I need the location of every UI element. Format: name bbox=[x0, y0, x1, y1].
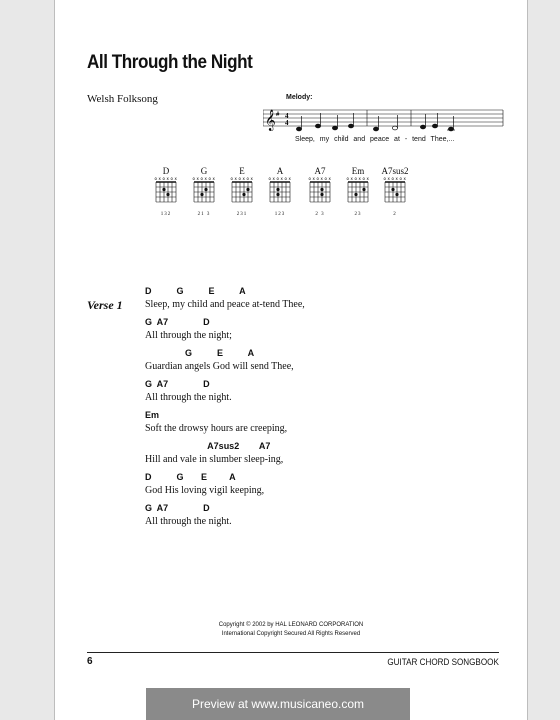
chord-fingering: 2 3 bbox=[315, 212, 325, 217]
chord-grid bbox=[189, 176, 219, 206]
svg-text:o: o bbox=[284, 176, 287, 181]
lyric-line: All through the night. bbox=[145, 516, 232, 527]
chord-diagram-g bbox=[189, 166, 219, 218]
svg-text:x: x bbox=[166, 176, 169, 181]
svg-text:x: x bbox=[196, 176, 199, 181]
svg-text:o: o bbox=[208, 176, 211, 181]
svg-text:4: 4 bbox=[285, 119, 289, 127]
svg-text:#: # bbox=[276, 112, 280, 118]
svg-text:x: x bbox=[204, 176, 207, 181]
chord-name: E bbox=[239, 166, 245, 176]
book-title: GUITAR CHORD SONGBOOK bbox=[387, 657, 499, 667]
chord-line: A7sus2 A7 bbox=[145, 441, 271, 451]
chord-fingering: 2 bbox=[393, 212, 397, 217]
lyric-line: God His loving vigil keeping, bbox=[145, 485, 265, 496]
lyric-line: Sleep, my child and peace at-tend Thee, bbox=[145, 299, 305, 310]
chord-line: G A7 D bbox=[145, 379, 210, 389]
svg-text:x: x bbox=[212, 176, 215, 181]
copyright-line-2: International Copyright Secured All Rights Reserved bbox=[221, 631, 361, 637]
chord-line: G A7 D bbox=[145, 503, 210, 513]
chord-diagram-a7sus2 bbox=[380, 166, 410, 218]
lyric-line: All through the night. bbox=[145, 392, 232, 403]
song-title: All Through the Night bbox=[87, 52, 253, 73]
chord-line: D G E A bbox=[145, 286, 246, 296]
chord-line: G A7 D bbox=[145, 317, 210, 327]
svg-text:o: o bbox=[162, 176, 165, 181]
svg-text:x: x bbox=[395, 176, 398, 181]
svg-text:x: x bbox=[358, 176, 361, 181]
chord-name: Em bbox=[351, 166, 365, 176]
chord-line: Em bbox=[145, 410, 160, 420]
chord-name: A7 bbox=[314, 166, 326, 176]
chord-diagram-em bbox=[343, 166, 373, 218]
svg-text:o: o bbox=[246, 176, 249, 181]
svg-text:o: o bbox=[192, 176, 195, 181]
chord-grid bbox=[343, 176, 373, 206]
svg-text:x: x bbox=[158, 176, 161, 181]
svg-text:x: x bbox=[280, 176, 283, 181]
sheet-music-page bbox=[54, 0, 528, 720]
treble-clef-icon: 𝄞 bbox=[265, 110, 276, 131]
chord-name: G bbox=[200, 166, 208, 176]
svg-text:x: x bbox=[234, 176, 237, 181]
svg-text:o: o bbox=[354, 176, 357, 181]
svg-text:x: x bbox=[387, 176, 390, 181]
chord-diagram-a bbox=[265, 166, 295, 218]
chord-fingering: 123 bbox=[274, 212, 286, 217]
chord-name: A bbox=[276, 166, 284, 176]
chord-fingering: 231 bbox=[236, 212, 248, 217]
footer-divider bbox=[87, 652, 499, 653]
chord-name: A7sus2 bbox=[381, 166, 409, 176]
svg-text:o: o bbox=[276, 176, 279, 181]
lyric-line: Soft the drowsy hours are creeping, bbox=[145, 423, 288, 434]
svg-text:o: o bbox=[324, 176, 327, 181]
chord-diagram-e bbox=[227, 166, 257, 218]
svg-text:o: o bbox=[154, 176, 157, 181]
preview-watermark-banner[interactable]: Preview at www.musicaneo.com bbox=[146, 688, 410, 720]
svg-text:o: o bbox=[308, 176, 311, 181]
svg-text:o: o bbox=[170, 176, 173, 181]
svg-text:o: o bbox=[391, 176, 394, 181]
svg-text:o: o bbox=[200, 176, 203, 181]
chord-grid bbox=[380, 176, 410, 206]
chord-name: D bbox=[162, 166, 170, 176]
chord-fingering: 23 bbox=[354, 212, 362, 217]
copyright-line-1: Copyright © 2002 by HAL LEONARD CORPORATION bbox=[218, 622, 364, 628]
verse-label: Verse 1 bbox=[87, 298, 123, 312]
chord-grid bbox=[151, 176, 181, 206]
chord-diagram-a7 bbox=[305, 166, 335, 218]
chord-grid bbox=[305, 176, 335, 206]
chord-line: D G E A bbox=[145, 472, 236, 482]
melody-label: Melody: bbox=[286, 94, 313, 101]
time-signature: 4 bbox=[285, 112, 289, 120]
svg-text:x: x bbox=[288, 176, 291, 181]
svg-text:x: x bbox=[366, 176, 369, 181]
svg-text:o: o bbox=[230, 176, 233, 181]
svg-text:x: x bbox=[328, 176, 331, 181]
page-number: 6 bbox=[87, 656, 93, 667]
svg-text:o: o bbox=[238, 176, 241, 181]
melody-staff bbox=[263, 104, 513, 140]
svg-text:o: o bbox=[316, 176, 319, 181]
svg-text:x: x bbox=[312, 176, 315, 181]
svg-text:x: x bbox=[350, 176, 353, 181]
svg-text:x: x bbox=[272, 176, 275, 181]
svg-text:o: o bbox=[346, 176, 349, 181]
lyric-line: Guardian angels God will send Thee, bbox=[145, 361, 294, 372]
svg-text:o: o bbox=[268, 176, 271, 181]
svg-text:o: o bbox=[362, 176, 365, 181]
chord-line: G E A bbox=[145, 348, 255, 358]
chord-diagram-d bbox=[151, 166, 181, 218]
svg-text:x: x bbox=[250, 176, 253, 181]
lyric-line: All through the night; bbox=[145, 330, 232, 341]
svg-text:o: o bbox=[383, 176, 386, 181]
chord-grid bbox=[265, 176, 295, 206]
chord-grid bbox=[227, 176, 257, 206]
chord-fingering: 21 3 bbox=[197, 212, 211, 217]
svg-text:x: x bbox=[320, 176, 323, 181]
lyric-line: Hill and vale in slumber sleep-ing, bbox=[145, 454, 284, 465]
svg-text:x: x bbox=[403, 176, 406, 181]
svg-text:x: x bbox=[174, 176, 177, 181]
svg-text:x: x bbox=[242, 176, 245, 181]
svg-text:o: o bbox=[399, 176, 402, 181]
composer-credit: Welsh Folksong bbox=[87, 93, 158, 105]
chord-fingering: 132 bbox=[160, 212, 172, 217]
melody-lyrics: Sleep, my child and peace at - tend Thee,... bbox=[295, 136, 455, 143]
